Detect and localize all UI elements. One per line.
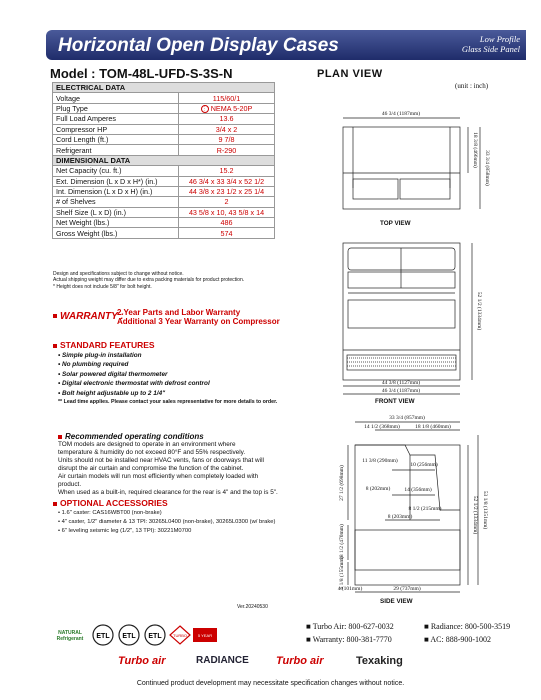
dim-side-d: 14 (356mm) <box>404 487 432 493</box>
brand-logos <box>118 655 448 675</box>
dim-side-l2: 18 1/2 (470mm) <box>339 524 345 560</box>
spec-row <box>53 207 275 217</box>
spec-row <box>53 176 275 186</box>
contact-col-2 <box>424 620 510 646</box>
warranty-label: WARRANTY : <box>53 311 124 322</box>
spec-value: 44 3/8 x 23 1/2 x 25 1/4 <box>179 186 275 196</box>
spec-value: 9 7/8 <box>179 134 275 144</box>
spec-value: 2 <box>179 197 275 207</box>
feature-item: • Simple plug-in installation <box>58 352 142 359</box>
dim-side-l1: 27 1/2 (698mm) <box>339 465 345 501</box>
bullet-square-icon <box>58 435 62 439</box>
etl-sanitation-logo <box>144 624 166 646</box>
svg-text:TURBO: TURBO <box>173 633 187 638</box>
bullet-square-icon <box>53 344 57 348</box>
dim-side-a: 14 1/2 (368mm) <box>364 424 400 430</box>
spec-row <box>53 114 275 124</box>
plug-icon: ⋮ <box>202 106 208 113</box>
accessory-item: • 1.6" caster: CAS16WBT00 (non-brake) <box>58 510 162 516</box>
recommended-line: disrupt the air curtain and compromise the function of the cabinet. <box>58 465 244 472</box>
natural-refrigerant-logo: NATURAL Refrigerant <box>56 630 84 642</box>
spec-value: 43 5/8 x 10, 43 5/8 x 14 <box>179 207 275 217</box>
spec-label: # of Shelves <box>53 197 179 207</box>
spec-label: Net Capacity (cu. ft.) <box>53 166 179 176</box>
spec-row <box>53 103 275 113</box>
spec-label: Ext. Dimension (L x D x H*) (in.) <box>53 176 179 186</box>
accessory-item: • 6" leveling seismic leg (1/2", 13 TPI): 30221M0700 <box>58 527 192 534</box>
dim-side-h1: 52 1/2 (1334mm) <box>472 495 478 535</box>
spec-row <box>53 228 275 238</box>
spec-label: Gross Weight (lbs.) <box>53 228 179 238</box>
dim-side-s4: 8 (203mm) <box>387 514 413 520</box>
side-view-label: SIDE VIEW <box>380 598 413 605</box>
warranty-line-2: Additional 3 Year Warranty on Compressor <box>117 317 280 327</box>
etl-logo <box>92 624 114 646</box>
dim-side-left: 4 (101mm) <box>337 586 363 592</box>
subtitle-line-1: Low Profile <box>479 34 520 44</box>
radiance-logo: RADIANCE <box>196 655 249 666</box>
contact-turbo-air: ■ Turbo Air: 800-627-0032 <box>306 622 394 631</box>
spec-notes <box>53 271 244 290</box>
spec-row <box>53 218 275 228</box>
spec-value: 46 3/4 x 33 3/4 x 52 1/2 <box>179 176 275 186</box>
spec-label: Int. Dimension (L x D x H) (in.) <box>53 186 179 196</box>
spec-value: 115/60/1 <box>179 93 275 103</box>
contact-ac: ■ AC: 888-900-1002 <box>424 635 492 644</box>
spec-label: Cord Length (ft.) <box>53 134 179 144</box>
spec-label: Plug Type <box>53 103 179 113</box>
version-label: Ver.20240530 <box>237 604 268 610</box>
spec-row <box>53 134 275 144</box>
recommended-line: temperature & humidity do not exceed 80°F and 55% respectively. <box>58 449 246 456</box>
front-view-label: FRONT VIEW <box>375 398 415 405</box>
spec-row <box>53 124 275 134</box>
dim-front-w1: 44 3/8 (1127mm) <box>381 380 421 386</box>
spec-value: 3/4 x 2 <box>179 124 275 134</box>
technical-drawings <box>300 100 530 610</box>
features-title: STANDARD FEATURES <box>53 340 155 350</box>
recommended-line: Air curtain models will run most efficiently when completely loaded with product. <box>58 473 259 488</box>
feature-item: • No plumbing required <box>58 361 129 369</box>
dim-side-c: 10 (256mm) <box>410 462 438 468</box>
warranty-text <box>117 308 280 326</box>
header-subtitle <box>462 34 520 54</box>
dim-top-depth-2: 33 3/4 (858mm) <box>484 150 490 186</box>
spec-value: 15.2 <box>179 166 275 176</box>
recommended-title: Recommended operating conditions <box>58 433 278 441</box>
spec-label: Shelf Size (L x D) (in.) <box>53 207 179 217</box>
spec-row <box>53 197 275 207</box>
electrical-data-header <box>53 83 275 93</box>
certification-logos <box>52 622 252 654</box>
spec-value: 574 <box>179 228 275 238</box>
feature-item: • Digital electronic thermostat with defrost control <box>58 380 210 388</box>
svg-text:5 YEAR: 5 YEAR <box>197 633 213 638</box>
footer-note: Continued product development may necessitate specification changes without notice. <box>136 680 405 687</box>
etl-logo <box>118 624 140 646</box>
accessory-item: • 4" caster, 1/2" diameter & 13 TPI: 30265L0400 (non-brake), 30265L0300 (w/ brake) <box>58 518 276 525</box>
dim-top-width: 46 3/4 (1187mm) <box>381 111 421 117</box>
feature-item: • Bolt height adjustable up to 2 1/4" <box>58 389 166 397</box>
dim-side-width: 33 3/4 (857mm) <box>389 415 425 421</box>
bullet-square-icon <box>53 314 57 318</box>
svg-text:ETL: ETL <box>148 633 162 640</box>
recommended-line: TOM models are designed to operate in an environment where <box>58 441 236 448</box>
dim-side-b: 18 1/8 (460mm) <box>415 424 451 430</box>
contact-warranty: ■ Warranty: 800-381-7770 <box>306 635 392 644</box>
recommended-line: Units should not be installed near HVAC vents, fans or doorways that will <box>58 457 264 464</box>
subtitle-line-2: Glass Side Panel <box>461 44 520 54</box>
spec-label: Full Load Amperes <box>53 114 179 124</box>
dim-side-h2: 53 1/8 (1351mm) <box>482 490 488 530</box>
section-header: ELECTRICAL DATA <box>53 83 275 93</box>
unit-note: (unit : inch) <box>455 82 489 90</box>
dim-side-s1: 11 3/8 (290mm) <box>362 458 398 464</box>
dimensional-data-header <box>53 155 275 165</box>
spec-value: 486 <box>179 218 275 228</box>
spec-row <box>53 93 275 103</box>
svg-text:ETL: ETL <box>96 633 110 640</box>
turbo-air-badge-logo <box>169 625 191 645</box>
spec-label: Compressor HP <box>53 124 179 134</box>
spec-value: R-290 <box>179 145 275 155</box>
model-number: Model : TOM-48L-UFD-S-3S-N <box>50 66 233 81</box>
texaking-logo: Texaking <box>356 655 403 667</box>
dim-side-bottom: 29 (737mm) <box>393 586 421 592</box>
contact-info <box>306 620 511 646</box>
warranty-badge-logo <box>192 624 218 646</box>
recommended-conditions <box>58 433 278 497</box>
spec-row <box>53 166 275 176</box>
spec-table <box>52 82 275 239</box>
header-banner <box>46 30 526 60</box>
dim-front-height: 52 1/2 (1334mm) <box>476 291 482 331</box>
dim-side-s2: 8 (202mm) <box>365 486 391 492</box>
spec-row <box>53 186 275 196</box>
lead-time-note: ** Lead time applies. Please contact your sales representative for more details to order. <box>58 399 278 406</box>
warranty-line-1: 2 Year Parts and Labor Warranty <box>117 308 241 317</box>
dim-side-l3: 6 1/8 (155mm) <box>339 556 345 590</box>
note-line: * Height does not include 5/8" for bolt height. <box>53 283 152 290</box>
note-line: Actual shipping weight may differ due to extra packing materials for product protection. <box>53 277 245 284</box>
dim-side-s3: 8 1/2 (215mm) <box>408 506 442 512</box>
section-header: DIMENSIONAL DATA <box>53 155 275 165</box>
spec-value: ⋮ NEMA 5-20P <box>179 103 275 113</box>
accessories-list <box>58 509 275 535</box>
accessories-title: OPTIONAL ACCESSORIES <box>53 498 168 508</box>
turbo-air-logo: Turbo air <box>118 655 166 667</box>
turbo-air-logo-2: Turbo air <box>276 655 324 667</box>
spec-label: Refrigerant <box>53 145 179 155</box>
dim-top-depth-1: 18 3/8 (466mm) <box>472 132 478 168</box>
recommended-line: When used as a built-in, required clearance for the rear is 4" and the top is 5". <box>58 489 278 496</box>
features-list <box>58 351 277 407</box>
contact-radiance: ■ Radiance: 800-500-3519 <box>424 622 511 631</box>
spec-label: Net Weight (lbs.) <box>53 218 179 228</box>
plan-view-title: PLAN VIEW <box>317 68 383 80</box>
top-view-label: TOP VIEW <box>380 220 411 227</box>
note-line: Design and specifications subject to change without notice. <box>53 271 184 277</box>
spec-label: Voltage <box>53 93 179 103</box>
spec-row <box>53 145 275 155</box>
feature-item: • Solar powered digital thermometer <box>58 370 168 378</box>
bullet-square-icon <box>53 502 57 506</box>
svg-text:ETL: ETL <box>122 633 136 640</box>
spec-value: 13.6 <box>179 114 275 124</box>
dim-front-w2: 46 3/4 (1187mm) <box>381 388 421 394</box>
page-title: Horizontal Open Display Cases <box>58 35 339 56</box>
